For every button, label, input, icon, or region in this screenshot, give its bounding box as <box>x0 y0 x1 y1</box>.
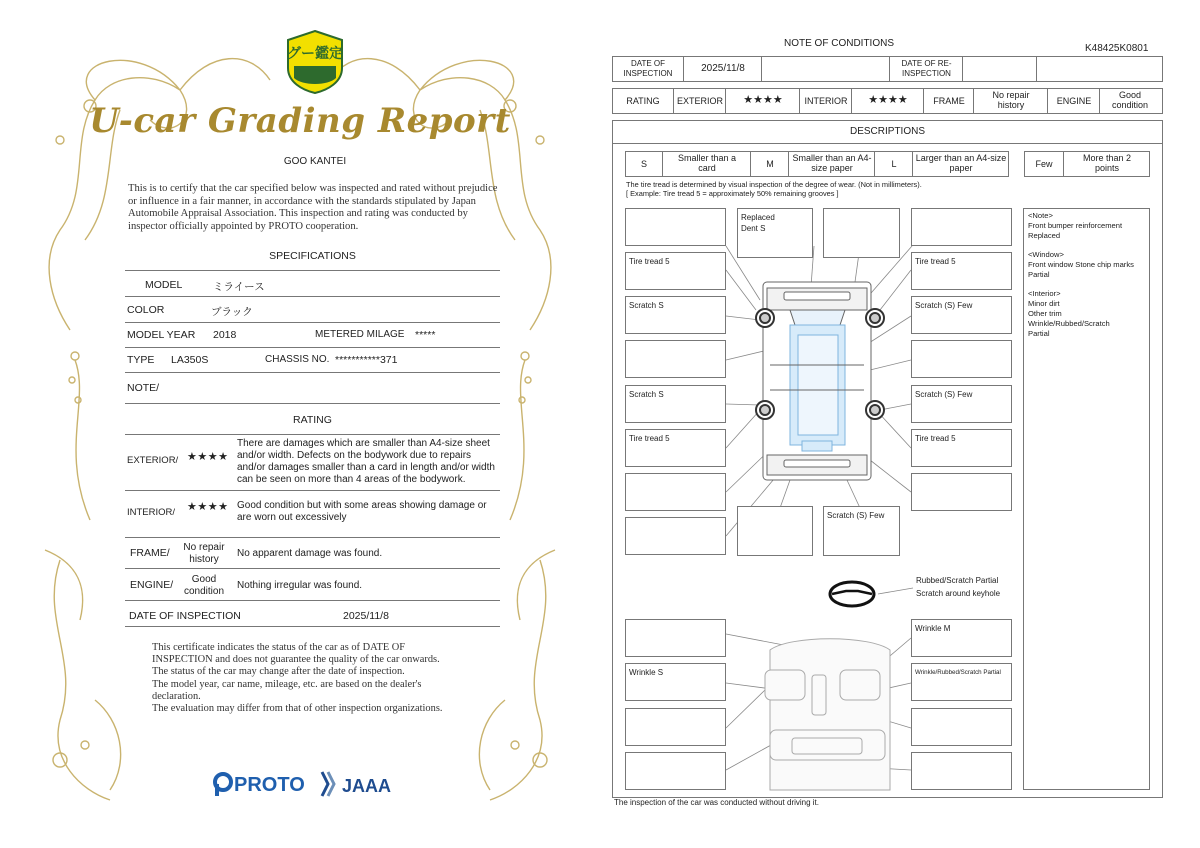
legend-few-desc: More than 2 points <box>1082 153 1132 173</box>
proto-logo-icon <box>212 772 234 796</box>
proto-logo-text: PROTO <box>234 774 305 796</box>
legend-l: L <box>891 159 897 169</box>
interior-callout-r2 <box>911 663 1012 701</box>
exterior-callout-r3 <box>911 340 1012 378</box>
callout-label: Tire tread 5 <box>629 257 670 266</box>
divider <box>125 270 500 271</box>
model-value: ミライース <box>213 281 265 293</box>
divider <box>125 322 500 323</box>
steering-wheel-icon <box>830 582 874 606</box>
callout-label: Tire tread 5 <box>915 434 956 443</box>
exterior-rating-row <box>125 438 500 488</box>
callout-label: Scratch (S) Few <box>915 301 973 310</box>
frame-value: No repair history <box>183 542 225 565</box>
model-label: MODEL <box>145 279 183 291</box>
interior-line: Partial <box>1028 329 1050 338</box>
exterior-callout-l6 <box>625 473 726 511</box>
callout-label: Scratch (S) Few <box>915 390 973 399</box>
exterior-callout-bottom-mid <box>823 506 900 556</box>
callout-label: Wrinkle/Rubbed/Scratch Partial <box>915 669 1001 676</box>
disclaimer-line: This certificate indicates the status of the car as of DATE OF <box>152 642 406 653</box>
jaaa-logo-icon <box>318 770 340 798</box>
chassis-label: CHASSIS NO. <box>265 354 330 365</box>
legend-s: S <box>640 159 647 169</box>
tread-example: [ Example: Tire tread 5 = approximately 50% remaining grooves ] <box>626 189 839 198</box>
type-label: TYPE <box>127 354 155 366</box>
exterior-callout-bottom-left <box>737 506 813 556</box>
jaaa-logo-text: JAAA <box>342 776 392 796</box>
callout-label: Wrinkle S <box>629 668 664 677</box>
callout-label: Scratch (S) Few <box>827 511 885 520</box>
interior-callout-l2 <box>625 663 726 701</box>
type-value: LA350S <box>171 354 209 366</box>
frame-row <box>125 542 500 568</box>
note-of-conditions <box>600 0 1200 848</box>
note-line: Replaced <box>1028 231 1061 240</box>
divider <box>125 403 500 404</box>
inspection-date-label: DATE OF INSPECTION <box>623 59 673 78</box>
divider <box>125 434 500 435</box>
frame-label: FRAME <box>933 96 965 106</box>
exterior-callout-l3 <box>625 340 726 378</box>
descriptions-heading: DESCRIPTIONS <box>849 126 925 137</box>
interior-line: Minor dirt <box>1028 299 1060 308</box>
note-label: NOTE/ <box>127 382 160 394</box>
steering-callout <box>913 573 1012 603</box>
exterior-callout-top-mid <box>737 208 813 258</box>
model-year-value: 2018 <box>213 329 237 341</box>
exterior-callout-l5 <box>625 429 726 467</box>
exterior-callout-l4 <box>625 385 726 423</box>
interior-description: Good condition but with some areas showing damage or are worn out excessively <box>237 500 487 523</box>
interior-callout-l4 <box>625 752 726 790</box>
reinspection-label: DATE OF RE-INSPECTION <box>901 59 952 78</box>
rating-label: RATING <box>626 96 660 106</box>
svg-text:グー鑑定: グー鑑定 <box>287 46 343 62</box>
window-heading: <Window> <box>1028 250 1064 259</box>
callout-label: Dent S <box>741 224 766 233</box>
interior-callout-r4 <box>911 752 1012 790</box>
frame-label: FRAME/ <box>130 547 170 559</box>
legend-l-desc: Larger than an A4-size paper <box>915 153 1007 173</box>
disclaimer-line: The model year, car name, mileage, etc. are based on the dealer's <box>152 678 422 690</box>
exterior-callout-l2 <box>625 296 726 334</box>
window-line: Front window Stone chip marks <box>1028 260 1134 269</box>
interior-callout-r3 <box>911 708 1012 746</box>
engine-value: Good condition <box>1111 90 1149 110</box>
engine-description: Nothing irregular was found. <box>237 580 363 591</box>
callout-label: Tire tread 5 <box>915 257 956 266</box>
interior-line: Wrinkle/Rubbed/Scratch <box>1028 319 1110 328</box>
callout-label: Scratch around keyhole <box>916 589 1001 598</box>
reference-number: K48425K0801 <box>1085 43 1149 54</box>
divider <box>125 296 500 297</box>
inspection-date-label: DATE OF INSPECTION <box>129 610 241 622</box>
specifications-heading: SPECIFICATIONS <box>269 250 356 262</box>
model-year-label: MODEL YEAR <box>127 329 196 341</box>
exterior-callout-r4 <box>911 385 1012 423</box>
callout-label: Scratch S <box>629 390 664 399</box>
engine-label: ENGINE <box>1056 96 1092 106</box>
goo-kantei-badge <box>286 30 344 94</box>
color-label: COLOR <box>127 304 165 316</box>
interior-stars: ★★★★ <box>868 94 908 106</box>
legend-s-desc: Smaller than a card <box>677 153 737 173</box>
legend-few: Few <box>1035 159 1053 169</box>
rating-heading: RATING <box>293 414 332 426</box>
callout-label: Replaced <box>741 213 775 222</box>
engine-row <box>125 574 500 600</box>
callout-label: Wrinkle M <box>915 624 951 633</box>
exterior-callout-l1 <box>625 252 726 290</box>
divider <box>125 537 500 538</box>
frame-value: No repair history <box>992 90 1030 110</box>
exterior-label: EXTERIOR <box>676 96 723 106</box>
callout-label: Scratch S <box>629 301 664 310</box>
note-line: Front bumper reinforcement <box>1028 221 1123 230</box>
interior-label: INTERIOR <box>804 96 848 106</box>
exterior-callout-r0 <box>911 208 1012 246</box>
note-heading: <Note> <box>1028 211 1053 220</box>
interior-stars: ★★★★ <box>187 501 229 513</box>
divider <box>125 626 500 627</box>
exterior-callout-top-right <box>823 208 900 258</box>
disclaimer-line: The evaluation may differ from that of other inspection organizations. <box>152 703 443 715</box>
color-value: ブラック <box>211 306 253 318</box>
divider <box>125 568 500 569</box>
certificate-disclaimer <box>152 642 492 715</box>
inspection-date-value: 2025/11/8 <box>343 610 389 622</box>
interior-callout-l1 <box>625 619 726 657</box>
divider <box>125 600 500 601</box>
exterior-label: EXTERIOR/ <box>127 455 179 466</box>
exterior-callout-r6 <box>911 473 1012 511</box>
callout-label: Rubbed/Scratch Partial <box>916 576 999 585</box>
disclaimer-line: declaration. <box>152 690 201 702</box>
exterior-stars: ★★★★ <box>187 451 229 463</box>
conditions-footer: The inspection of the car was conducted without driving it. <box>614 798 819 807</box>
callout-label: Tire tread 5 <box>629 434 670 443</box>
engine-label: ENGINE/ <box>130 579 174 591</box>
mileage-value: ***** <box>415 329 436 341</box>
divider <box>125 347 500 348</box>
divider <box>125 490 500 491</box>
certification-statement: This is to certify that the car specified below was inspected and rated without prejudice or influence in a fair manner, in accordance with the standards stipulated by Japan Automobile Appraisal Association. This inspection and rating was conducted by inspector officially appointed by PROTO cooperation. <box>128 183 498 232</box>
exterior-description: There are damages which are smaller than A4-size sheet and/or width. Defects on the bodywork due to repairs and/or damages smaller than a card in length and/or width can be seen on more than 4 areas of the bodywork. <box>237 438 495 485</box>
exterior-stars: ★★★★ <box>743 94 783 106</box>
disclaimer-line: The status of the car may change after the date of inspection. <box>152 666 405 678</box>
window-line: Partial <box>1028 270 1050 279</box>
interior-label: INTERIOR/ <box>127 507 176 518</box>
interior-callout-r1 <box>911 619 1012 657</box>
interior-line: Other trim <box>1028 309 1062 318</box>
conditions-title: NOTE OF CONDITIONS <box>784 38 894 49</box>
engine-value: Good condition <box>183 574 225 597</box>
exterior-callout-r2 <box>911 296 1012 334</box>
frame-description: No apparent damage was found. <box>237 548 383 559</box>
report-title: U-car Grading Report <box>89 101 511 141</box>
tread-note: The tire tread is determined by visual inspection of the degree of wear. (Not in millimeters). <box>626 180 922 189</box>
chassis-value: ***********371 <box>335 354 398 366</box>
divider <box>125 372 500 373</box>
inspection-date-value: 2025/11/8 <box>701 63 745 74</box>
report-subtitle: GOO KANTEI <box>283 156 347 167</box>
mileage-label: METERED MILAGE <box>315 329 405 340</box>
interior-rating-row <box>125 499 500 529</box>
interior-heading: <Interior> <box>1028 289 1061 298</box>
exterior-callout-r1 <box>911 252 1012 290</box>
exterior-callout-l7 <box>625 517 726 555</box>
legend-m-desc: Smaller than an A4-size paper <box>792 153 872 173</box>
disclaimer-line: INSPECTION and does not guarantee the quality of the car onwards. <box>152 654 440 666</box>
exterior-callout-r5 <box>911 429 1012 467</box>
legend-m: M <box>766 159 774 169</box>
exterior-callout-l0 <box>625 208 726 246</box>
interior-callout-l3 <box>625 708 726 746</box>
